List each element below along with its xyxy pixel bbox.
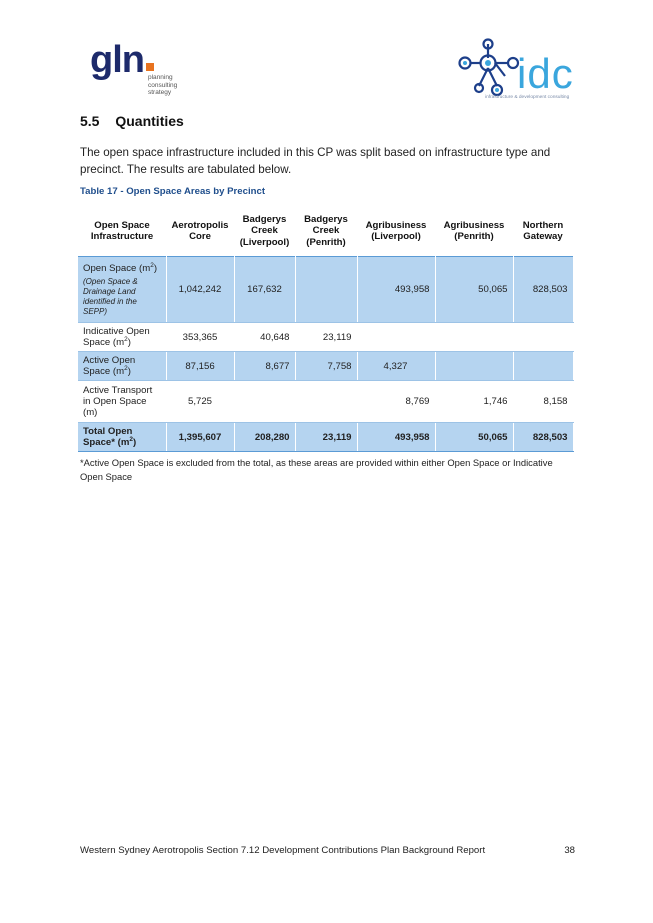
table-cell: 828,503 bbox=[513, 257, 573, 323]
table-row bbox=[78, 323, 573, 352]
row-label: Active Transport in Open Space (m) bbox=[78, 381, 166, 423]
table-row bbox=[78, 381, 573, 423]
quantities-table bbox=[78, 206, 574, 452]
table-cell bbox=[295, 257, 357, 323]
table-cell: 1,746 bbox=[435, 381, 513, 423]
table-cell: 1,395,607 bbox=[166, 423, 234, 452]
page-number: 38 bbox=[564, 845, 575, 856]
table-cell: 23,119 bbox=[295, 323, 357, 352]
col-header: Agribusiness (Penrith) bbox=[443, 219, 505, 242]
table-cell bbox=[357, 323, 435, 352]
row-sublabel: (Open Space & Drainage Land identified in the SEPP) bbox=[83, 276, 138, 316]
col-header: Northern Gateway bbox=[522, 219, 564, 242]
col-header: Open Space Infrastructure bbox=[90, 219, 154, 242]
table-cell bbox=[435, 352, 513, 381]
table-row-total bbox=[78, 423, 573, 452]
table-cell: 4,327 bbox=[357, 352, 435, 381]
table-row bbox=[78, 257, 573, 323]
table-cell: 87,156 bbox=[166, 352, 234, 381]
table-cell bbox=[234, 381, 295, 423]
gln-logo-wordmark: gln bbox=[90, 39, 144, 81]
table-cell: 50,065 bbox=[435, 423, 513, 452]
row-label: Open Space $(m^2)$ (Open Space & Drainage Land identified in the SEPP) bbox=[78, 257, 166, 323]
intro-paragraph: The open space infrastructure included in this CP was split based on infrastructure type and precinct. The results are tabulated below. bbox=[80, 146, 551, 176]
gln-logo bbox=[90, 40, 190, 100]
table-cell bbox=[513, 352, 573, 381]
table-cell: 50,065 bbox=[435, 257, 513, 323]
idc-logo-wordmark: idc bbox=[517, 50, 574, 97]
idc-logo bbox=[455, 38, 580, 104]
table-cell bbox=[435, 323, 513, 352]
col-header: Badgerys Creek (Liverpool) bbox=[239, 213, 290, 248]
table-cell: 493,958 bbox=[357, 423, 435, 452]
table-cell: 8,677 bbox=[234, 352, 295, 381]
footer-title: Western Sydney Aerotropolis Section 7.12 Development Contributions Plan Background Report bbox=[80, 845, 486, 856]
gln-logo-tagline: planning consulting strategy bbox=[148, 74, 178, 96]
table-cell: 353,365 bbox=[166, 323, 234, 352]
table-row bbox=[78, 352, 573, 381]
table-cell: 208,280 bbox=[234, 423, 295, 452]
table-cell: 7,758 bbox=[295, 352, 357, 381]
gln-logo-dot bbox=[146, 63, 154, 71]
section-number: 5.5 bbox=[80, 113, 100, 129]
table-cell: 493,958 bbox=[357, 257, 435, 323]
row-label: Indicative Open Space $(m^2)$ bbox=[78, 323, 166, 352]
table-cell: 1,042,242 bbox=[166, 257, 234, 323]
page-footer bbox=[80, 845, 575, 856]
col-header: Badgerys Creek (Penrith) bbox=[304, 213, 348, 248]
table-cell: 8,769 bbox=[357, 381, 435, 423]
row-label: Active Open Space $(m^2)$ bbox=[78, 352, 166, 381]
table-cell: 167,632 bbox=[234, 257, 295, 323]
col-header: Aerotropolis Core bbox=[171, 219, 229, 242]
col-header: Agribusiness (Liverpool) bbox=[365, 219, 427, 242]
table-footnote: *Active Open Space is excluded from the total, as these areas are provided within either Open Space or Indicative Open Space bbox=[80, 457, 553, 482]
section-heading bbox=[80, 113, 184, 129]
table-header-row bbox=[78, 206, 573, 257]
table-caption: Table 17 - Open Space Areas by Precinct bbox=[80, 186, 266, 197]
table-cell: 8,158 bbox=[513, 381, 573, 423]
idc-logo-tagline: infrastructure & development consulting bbox=[485, 95, 570, 100]
table-cell bbox=[513, 323, 573, 352]
table-cell: 828,503 bbox=[513, 423, 573, 452]
table-cell: 40,648 bbox=[234, 323, 295, 352]
table-cell: 5,725 bbox=[166, 381, 234, 423]
row-label: Total Open Space* $(m^2)$ bbox=[78, 423, 166, 452]
section-title: Quantities bbox=[115, 113, 184, 129]
table-cell bbox=[295, 381, 357, 423]
table-cell: 23,119 bbox=[295, 423, 357, 452]
